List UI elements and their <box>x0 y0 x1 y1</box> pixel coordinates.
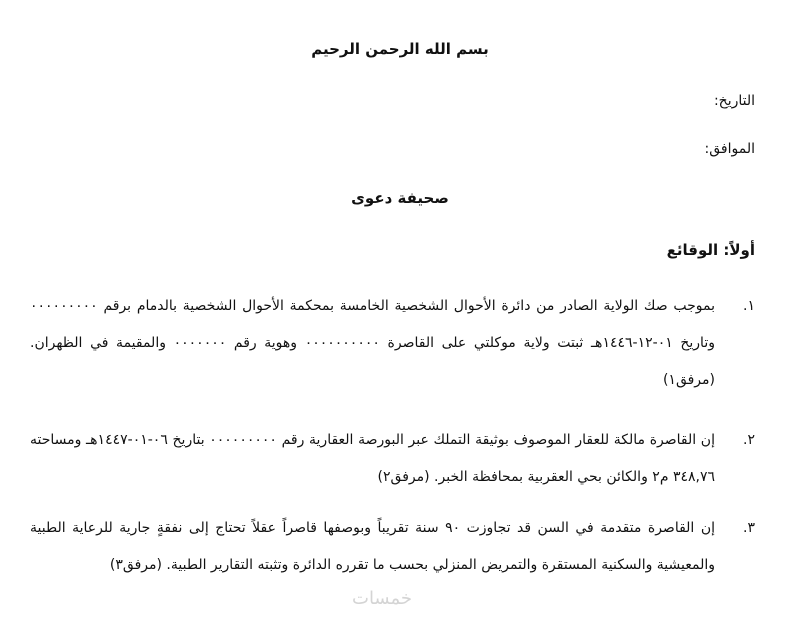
list-item-number: ٢. <box>743 432 755 448</box>
list-item-number: ٣. <box>743 520 755 536</box>
section-heading-facts: أولاً: الوقائع <box>666 241 755 259</box>
list-item-text: إن القاصرة مالكة للعقار الموصوف بوثيقة التملك عبر البورصة العقارية رقم ٠٠٠٠٠٠٠٠٠ بتاريخ ٠٦-٠١-١٤٤٧هـ ومساحته ٣٤٨,٧٦ م٢ والكائن بحي العقربية بمحافظة الخبر. (مرفق٢) <box>30 432 715 485</box>
list-item <box>30 510 755 584</box>
watermark-logo: خمسات <box>352 588 413 609</box>
date-label: التاريخ: <box>713 93 755 109</box>
corresponding-date-label: الموافق: <box>704 141 755 157</box>
list-item-text: إن القاصرة متقدمة في السن قد تجاوزت ٩٠ سنة تقريباً وبوصفها قاصراً عقلاً تحتاج إلى نفقةٍ جارية للرعاية الطبية والمعيشية والسكنية المستقرة والتمريض المنزلي بحسب ما تقرره الدائرة وتثبته التقارير الطبية. (مرفق٣) <box>30 520 715 573</box>
basmala-heading: بسم الله الرحمن الرحيم <box>311 40 489 58</box>
list-item-number: ١. <box>743 298 755 314</box>
document-title: صحيفة دعوى <box>351 189 449 207</box>
list-item <box>30 288 755 399</box>
list-item <box>30 422 755 496</box>
list-item-text: بموجب صك الولاية الصادر من دائرة الأحوال الشخصية الخامسة بمحكمة الأحوال الشخصية بالدمام برقم ٠٠٠٠٠٠٠٠٠ وتاريخ ٠١-١٢-١٤٤٦هـ ثبتت ولاية موكلتي على القاصرة ٠٠٠٠٠٠٠٠٠٠ وهوية رقم ٠٠٠٠٠٠٠ والمقيمة في الظهران. (مرفق١) <box>30 298 715 388</box>
